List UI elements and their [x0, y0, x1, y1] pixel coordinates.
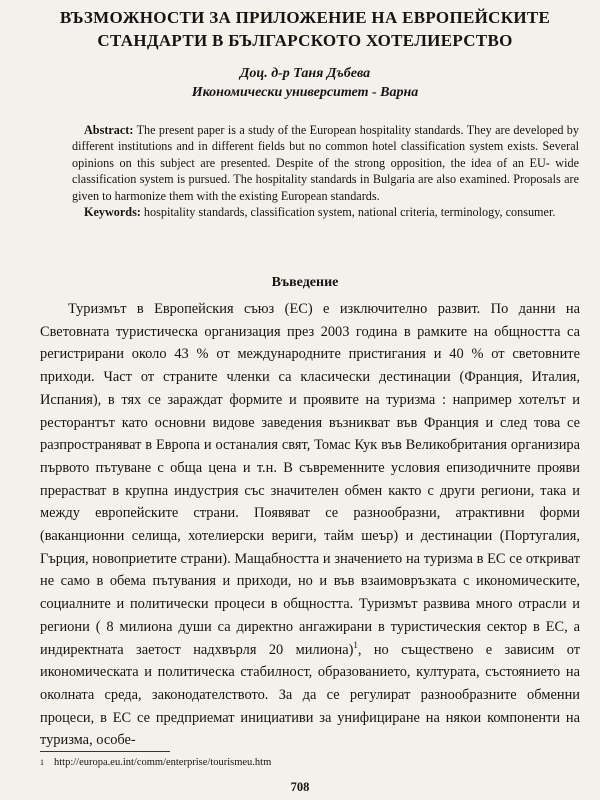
keywords-paragraph [72, 204, 579, 220]
keywords-label: Keywords: [84, 205, 141, 220]
body-paragraph [40, 298, 580, 752]
author-block [40, 64, 570, 102]
author-name: Доц. д-р Таня Дъбева [239, 66, 371, 81]
title-line-1: ВЪЗМОЖНОСТИ ЗА ПРИЛОЖЕНИЕ НА ЕВРОПЕЙСКИТЕ [59, 8, 551, 27]
title-line-2: СТАНДАРТИ В БЪЛГАРСКОТО ХОТЕЛИЕРСТВО [97, 31, 513, 50]
abstract-text: The present paper is a study of the European hospitality standards. They are developed by different institutions and in different fields but no common hotel classification system exists. Several opinions on this subject are presented. Despite of the strong opposition, the idea of an EU- wide classification system is pursued. The hospitality standards in Bulgaria are also examined. Proposals are given to harmonize them with the existing European standards. [72, 123, 579, 203]
abstract-label: Abstract: [84, 123, 134, 137]
footnote-divider [40, 751, 170, 752]
paper-title [40, 6, 570, 52]
section-body [40, 298, 580, 752]
footnote [40, 756, 570, 770]
author-affiliation: Икономически университет - Варна [191, 85, 419, 100]
footnote-mark: 1 [40, 758, 44, 767]
page-number: 708 [290, 780, 310, 794]
abstract-paragraph [72, 122, 579, 204]
body-text-part-2: , но съществено е зависим от икономическата и политическа стабилност, образованието, културата, състоянието на околната среда, законодателството. За да се регулират разнообразните обменни процеси, в ЕС се предприемат инициативи за унифициране на някои компоненти на туризма, особе- [40, 641, 580, 749]
footnote-link: http://europa.eu.int/comm/enterprise/tourismeu.htm [54, 757, 272, 768]
abstract-block [72, 122, 579, 220]
keywords-text: hospitality standards, classification system, national criteria, terminology, consumer. [143, 205, 556, 220]
body-text-part-1: Туризмът в Европейския съюз (ЕС) е изключително развит. По данни на Световната туристическа организация през 2003 година в рамките на общността са регистрирани около 43 % от международните пристигания и 40 % от световните приходи. Част от страните членки са класически дестинации (Франция, Италия, Испания), в тях се зараждат формите и проявите на туризма : например хотелът и ресторантът като основни видове заведения възникват във Франция и след това се разпространяват в Европа и останалия свят, Томас Кук във Великобритания организира първото пътуване с обща цена и т.н. В съвременните условия епизодичните прояви прерастват в крупна индустрия със значителен обмен както с други региони, така и между европейските страни. Появяват се разнообразни, атрактивни форми (ваканционни селища, хотелиерски вериги, тайм шеър) и дестинации (Португалия, Гърция, новоприетите страни). Мащабността и значението на туризма в ЕС се откриват не само в обема пътувания и приходи, но и във взаимовръзката с икономическите, социалните и политически процеси в общността. Туризмът развива много отрасли и региони ( 8 милиона души са директно ангажирани в туристическия сектор в ЕС, а индиректната заетост надхвърля 20 милиона) [40, 301, 580, 658]
section-heading: Въведение [271, 275, 339, 290]
footnote-reference: 1 [353, 639, 358, 650]
